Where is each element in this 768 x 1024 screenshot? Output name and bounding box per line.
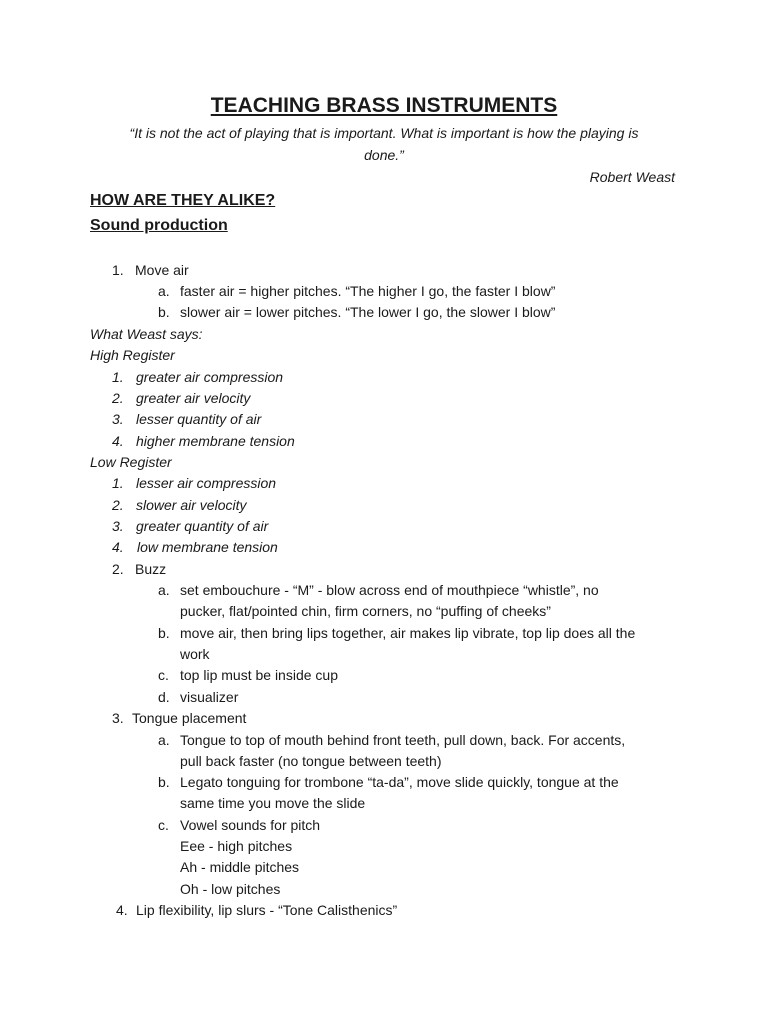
low-register-label: Low Register xyxy=(90,454,172,470)
list-item: higher membrane tension xyxy=(136,433,295,449)
list-item-move-air-lips: move air, then bring lips together, air makes lip vibrate, top lip does all the xyxy=(180,625,636,641)
heading-how-alike: HOW ARE THEY ALIKE? xyxy=(90,192,276,209)
heading-sound-production: Sound production xyxy=(90,217,228,234)
list-item-top-lip: top lip must be inside cup xyxy=(180,667,338,683)
list-item-legato: Legato tonguing for trombone “ta-da”, move slide quickly, tongue at the xyxy=(180,774,619,790)
vowel-item: Eee - high pitches xyxy=(180,838,293,854)
list-number: 3. xyxy=(112,518,124,534)
list-letter: a. xyxy=(158,582,170,598)
list-number: 3. xyxy=(112,710,124,726)
quote-line-1: “It is not the act of playing that is important. What is important is how the playing is xyxy=(129,125,639,141)
list-item-visualizer: visualizer xyxy=(180,689,239,705)
list-item-vowel-sounds: Vowel sounds for pitch xyxy=(180,817,321,833)
list-item: lesser quantity of air xyxy=(136,411,262,427)
weast-intro: What Weast says: xyxy=(90,326,203,342)
list-item-move-air: Move air xyxy=(135,262,189,278)
list-item: greater quantity of air xyxy=(136,518,269,534)
list-number: 3. xyxy=(112,411,124,427)
list-number: 1. xyxy=(112,369,124,385)
high-register-label: High Register xyxy=(90,347,175,363)
list-letter: d. xyxy=(158,689,170,705)
list-number: 4. xyxy=(112,433,124,449)
list-item: slower air velocity xyxy=(136,497,247,513)
list-letter: b. xyxy=(158,774,170,790)
list-letter: a. xyxy=(158,283,170,299)
list-item-embouchure: set embouchure - “M” - blow across end of mouthpiece “whistle”, no xyxy=(180,582,599,598)
list-item: lesser air compression xyxy=(136,475,277,491)
list-number: 1. xyxy=(112,475,124,491)
list-item: low membrane tension xyxy=(137,539,278,555)
quote-line-2: done.” xyxy=(364,147,404,163)
list-letter: a. xyxy=(158,732,170,748)
list-item-embouchure-cont: pucker, flat/pointed chin, firm corners, no “puffing of cheeks” xyxy=(180,603,551,619)
list-letter: b. xyxy=(158,625,170,641)
list-item-tongue-top-cont: pull back faster (no tongue between teeth) xyxy=(180,753,442,769)
list-item-buzz: Buzz xyxy=(135,561,167,577)
list-letter: c. xyxy=(158,667,169,683)
list-item-slower-air: slower air = lower pitches. “The lower I go, the slower I blow” xyxy=(180,304,556,320)
list-item-tongue-placement: Tongue placement xyxy=(132,710,247,726)
list-number: 4. xyxy=(112,539,124,555)
quote-author: Robert Weast xyxy=(589,169,675,185)
list-item: greater air velocity xyxy=(136,390,251,406)
page-title: TEACHING BRASS INSTRUMENTS xyxy=(210,94,558,117)
list-number: 2. xyxy=(112,390,124,406)
list-number: 1. xyxy=(112,262,124,278)
list-letter: c. xyxy=(158,817,169,833)
vowel-item: Ah - middle pitches xyxy=(180,859,300,875)
list-item: greater air compression xyxy=(136,369,284,385)
list-item-lip-flexibility: Lip flexibility, lip slurs - “Tone Calisthenics” xyxy=(136,902,398,918)
list-letter: b. xyxy=(158,304,170,320)
list-number: 2. xyxy=(112,497,124,513)
vowel-item: Oh - low pitches xyxy=(180,881,281,897)
list-item-faster-air: faster air = higher pitches. “The higher I go, the faster I blow” xyxy=(180,283,556,299)
list-number: 2. xyxy=(112,561,124,577)
list-item-move-air-lips-cont: work xyxy=(180,646,210,662)
list-number: 4. xyxy=(116,902,128,918)
list-item-legato-cont: same time you move the slide xyxy=(180,795,366,811)
list-item-tongue-top: Tongue to top of mouth behind front teeth, pull down, back. For accents, xyxy=(180,732,626,748)
